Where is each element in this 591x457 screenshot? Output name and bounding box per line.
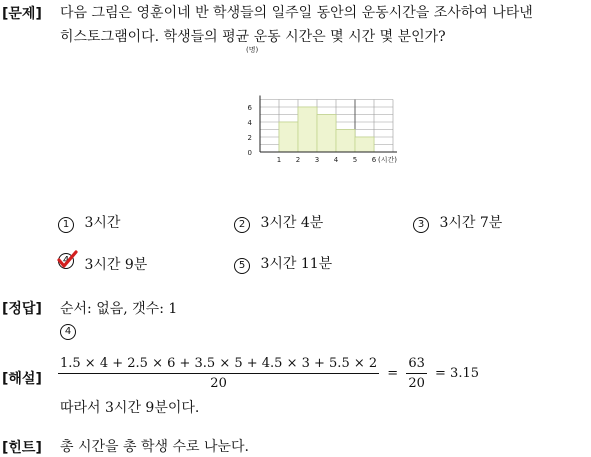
- choice-number: 1: [58, 217, 74, 233]
- problem-tag: [문제]: [2, 6, 42, 22]
- histogram-bar: [298, 107, 317, 152]
- fraction-numerator: 63: [406, 356, 427, 374]
- solution-tag: [해설]: [2, 371, 42, 387]
- choice-number: 4: [58, 253, 74, 269]
- choice-label: 3시간 4분: [260, 215, 324, 231]
- choice-3[interactable]: [413, 212, 502, 233]
- checkmark-icon: [56, 250, 78, 270]
- x-tick-label: 2: [295, 156, 301, 164]
- hint-tag: [힌트]: [2, 440, 42, 456]
- fraction-denominator: 20: [210, 376, 227, 391]
- choice-label: 3시간 11분: [260, 256, 333, 272]
- histogram-bar: [355, 137, 374, 152]
- solution-conclusion: 따라서 3시간 9분이다.: [60, 400, 200, 416]
- problem-text-line1: 다음 그림은 영훈이네 반 학생들의 일주일 동안의 운동시간을 조사하여 나타낸: [60, 5, 533, 21]
- main-fraction: [58, 356, 379, 391]
- y-tick-label: 2: [247, 134, 252, 142]
- answer-info: 순서: 없음, 갯수: 1: [60, 301, 178, 317]
- x-tick-label: 3: [314, 156, 320, 164]
- answer-tag: [정답]: [2, 301, 42, 317]
- choice-number: 2: [234, 217, 250, 233]
- choice-5[interactable]: [234, 253, 332, 274]
- choice-4[interactable]: [58, 253, 147, 274]
- simplified-fraction: [406, 356, 427, 391]
- equals-sign: =: [387, 366, 399, 381]
- histogram-bar: [336, 130, 355, 153]
- choice-number: 3: [413, 217, 429, 233]
- x-axis-label: (시간): [378, 156, 397, 164]
- y-axis-label: (명): [246, 46, 259, 54]
- x-tick-label: 1: [276, 156, 282, 164]
- answer-choice: [60, 322, 76, 340]
- y-tick-label: 6: [247, 104, 252, 112]
- x-tick-label: 4: [333, 156, 339, 164]
- x-tick-label: 5: [352, 156, 358, 164]
- solution-formula: [58, 356, 479, 391]
- problem-text-line2: 히스토그램이다. 학생들의 평균 운동 시간은 몇 시간 몇 분인가?: [60, 29, 446, 45]
- choice-label: 3시간 9분: [84, 257, 148, 273]
- y-tick-label: 0: [247, 149, 252, 157]
- hint-text: 총 시간을 총 학생 수로 나눈다.: [60, 439, 249, 455]
- result-value: = 3.15: [435, 366, 480, 381]
- histogram-chart: [240, 44, 420, 169]
- choice-label: 3시간 7분: [439, 215, 503, 231]
- choice-label: 3시간: [84, 215, 121, 231]
- choice-1[interactable]: [58, 212, 120, 233]
- histogram-bar: [317, 115, 336, 153]
- fraction-numerator: 1.5 × 4 + 2.5 × 6 + 3.5 × 5 + 4.5 × 3 + 5.5 × 2: [58, 356, 379, 374]
- y-tick-label: 4: [247, 119, 252, 127]
- choice-number: 5: [234, 258, 250, 274]
- x-tick-label: 6: [371, 156, 377, 164]
- fraction-denominator: 20: [408, 376, 425, 391]
- choice-2[interactable]: [234, 212, 323, 233]
- answer-circle: 4: [60, 324, 76, 340]
- histogram-bar: [279, 122, 298, 152]
